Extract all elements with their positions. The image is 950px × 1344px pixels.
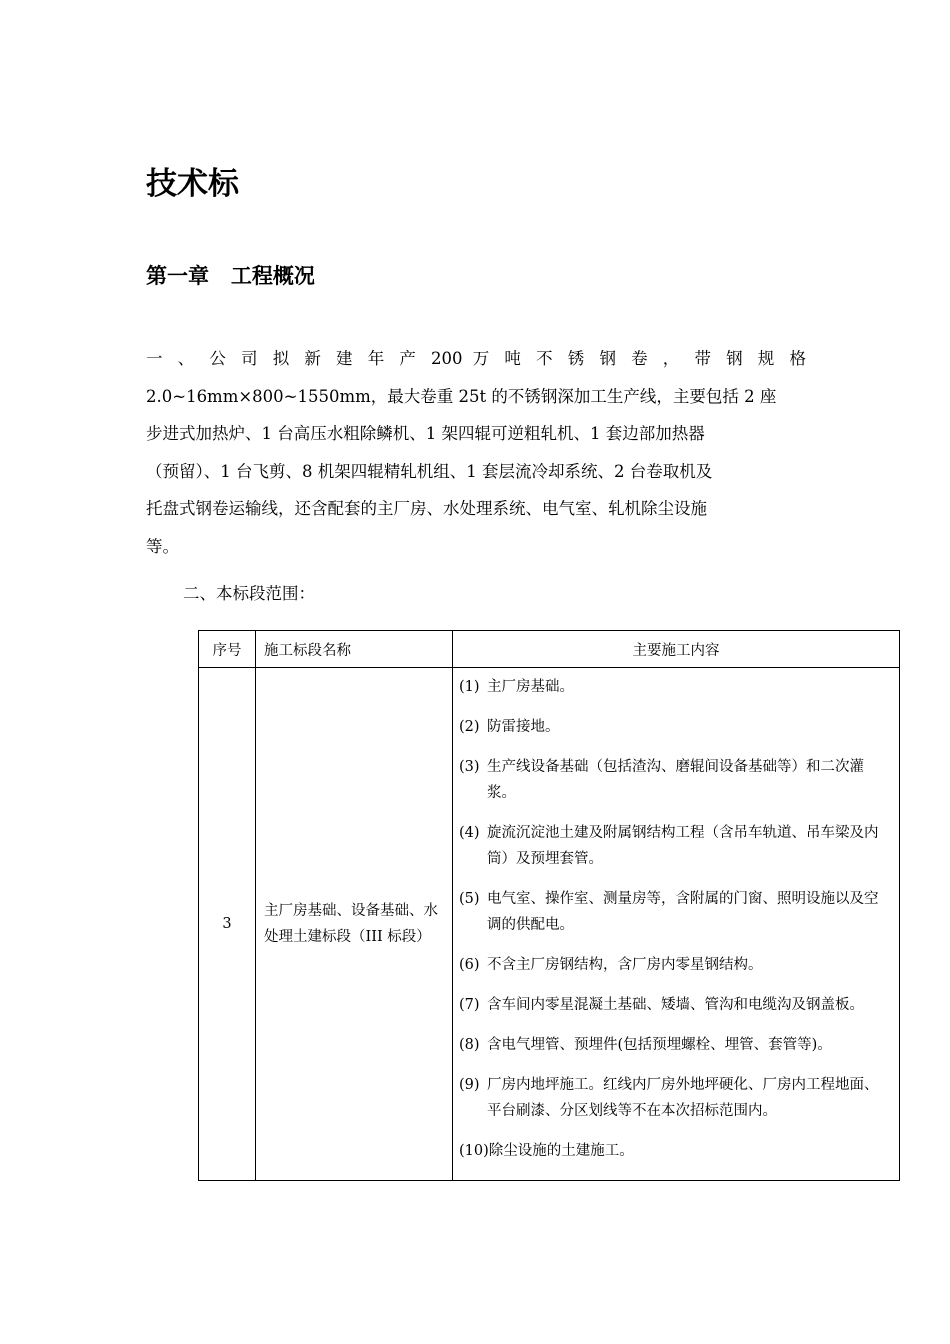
header-main-content: 主要施工内容: [453, 631, 900, 668]
list-item: [459, 714, 889, 740]
item-number: (1): [459, 679, 480, 695]
intro-line: 等。: [146, 536, 179, 556]
item-number: (6): [459, 957, 480, 973]
item-text: 不含主厂房钢结构，含厂房内零星钢结构。: [487, 957, 763, 973]
list-item: [459, 952, 889, 978]
list-item: [459, 820, 889, 872]
item-number: (4): [459, 825, 480, 841]
item-text: 厂房内地坪施工。红线内厂房外地坪硬化、厂房内工程地面、平台刷漆、分区划线等不在本次招标范围内。: [487, 1077, 879, 1119]
intro-line: （预留）、1 台飞剪、8 机架四辊精轧机组、1 套层流冷却系统、2 台卷取机及: [146, 461, 713, 481]
list-item: [459, 886, 889, 938]
intro-line: 一 、 公 司 拟 新 建 年 产 200 万 吨 不 锈 钢 卷 ， 带 钢 规 格: [146, 349, 806, 368]
cell-content-list: [453, 668, 900, 1181]
header-section-name: 施工标段名称: [256, 631, 453, 668]
item-number: (7): [459, 997, 480, 1013]
list-item: [459, 674, 889, 700]
list-item: [459, 1072, 889, 1124]
item-text: 含电气埋管、预埋件(包括预埋螺栓、埋管、套管等)。: [487, 1037, 832, 1053]
document-title: 技术标: [146, 166, 239, 202]
table-row: [199, 668, 900, 1181]
intro-line: 托盘式钢卷运输线，还含配套的主厂房、水处理系统、电气室、轧机除尘设施: [146, 499, 707, 518]
intro-paragraph: [146, 340, 806, 565]
header-seq: 序号: [199, 631, 256, 668]
cell-section-name: 主厂房基础、设备基础、水处理土建标段（III 标段）: [256, 668, 453, 1181]
table-header-row: [199, 631, 900, 668]
item-text: 防雷接地。: [487, 719, 560, 735]
item-text: 旋流沉淀池土建及附属钢结构工程（含吊车轨道、吊车梁及内筒）及预埋套管。: [487, 825, 879, 867]
item-number: (10): [459, 1143, 489, 1159]
item-number: (2): [459, 719, 480, 735]
item-number: (9): [459, 1077, 480, 1093]
item-text: 除尘设施的土建施工。: [488, 1143, 634, 1159]
item-text: 生产线设备基础（包括渣沟、磨辊间设备基础等）和二次灌浆。: [487, 759, 864, 801]
intro-line: 步进式加热炉、1 台高压水粗除鳞机、1 架四辊可逆粗轧机、1 套边部加热器: [146, 424, 705, 443]
list-item: [459, 754, 889, 806]
item-text: 主厂房基础。: [487, 679, 574, 695]
item-number: (8): [459, 1037, 480, 1053]
list-item: [459, 1138, 889, 1164]
intro-line: 2.0~16mm×800~1550mm，最大卷重 25t 的不锈钢深加工生产线，主要包括 2 座: [146, 386, 777, 406]
cell-seq: 3: [199, 668, 256, 1181]
list-item: [459, 992, 889, 1018]
chapter-heading: 第一章 工程概况: [146, 264, 315, 288]
item-number: (3): [459, 759, 480, 775]
scope-table: [198, 630, 900, 1181]
scope-heading: 二、本标段范围：: [183, 584, 315, 603]
item-number: (5): [459, 891, 480, 907]
item-text: 含车间内零星混凝土基础、矮墙、管沟和电缆沟及钢盖板。: [487, 997, 864, 1013]
list-item: [459, 1032, 889, 1058]
item-text: 电气室、操作室、测量房等，含附属的门窗、照明设施以及空调的供配电。: [487, 891, 879, 933]
